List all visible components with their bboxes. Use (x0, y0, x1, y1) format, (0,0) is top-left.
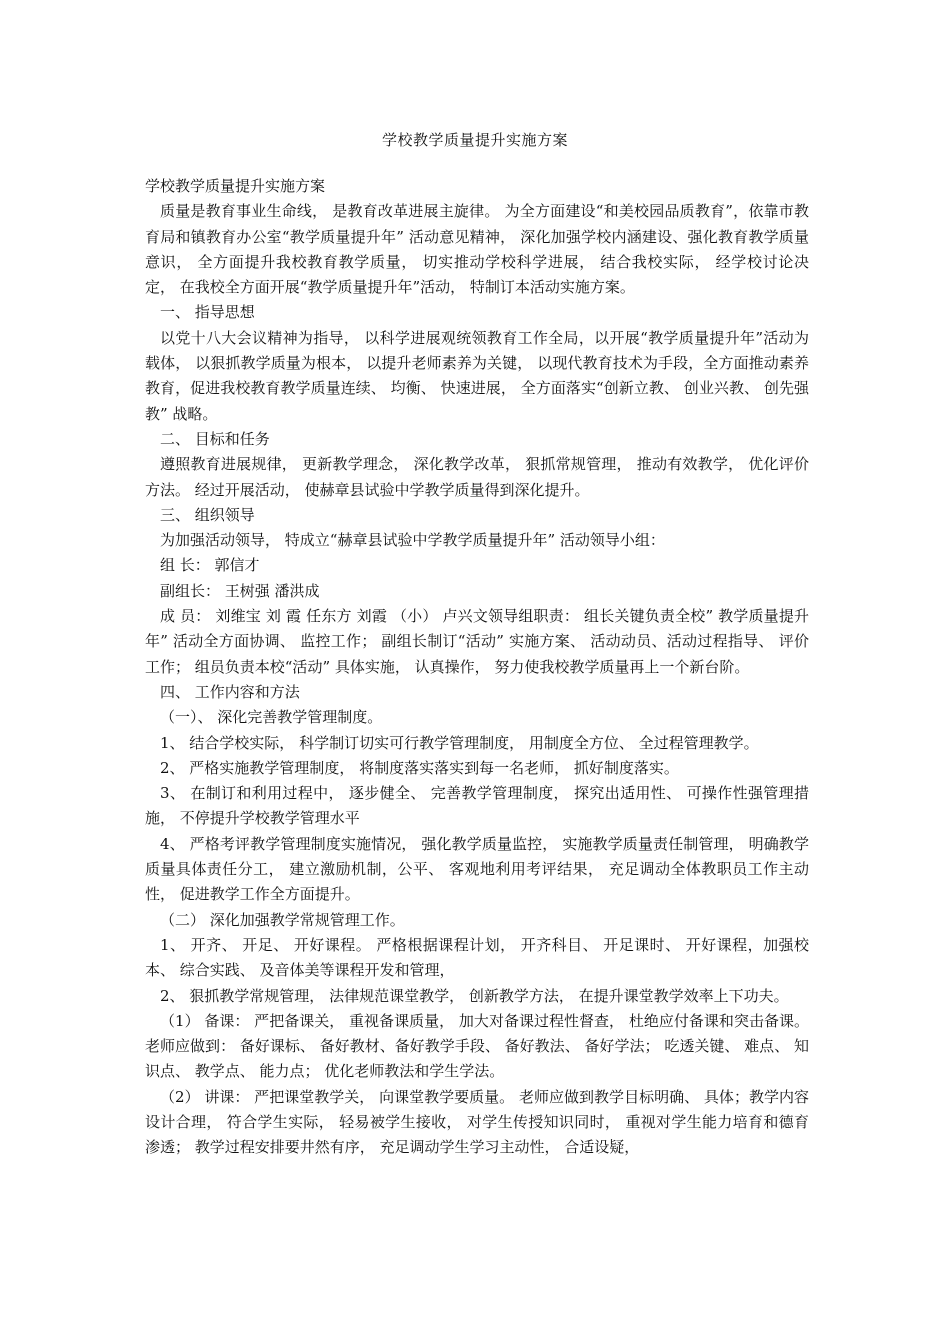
section-heading-1: 一、 指导思想 (160, 303, 255, 322)
document-body (145, 174, 809, 1161)
list-item-1-2: 2、 严格实施教学管理制度， 将制度落实落实到每一名老师， 抓好制度落实。 (160, 758, 679, 777)
list-item-1-4: 4、 严格考评教学管理制度实施情况， 强化教学质量监控， 实施教学质量责任制管理， 明确教学质量具体责任分工， 建立激励机制，公平、 客观地利用考评结果， 充足调动全体教职员工作主动性， 促进教学工作全方面提升。 (145, 834, 809, 904)
paragraph-deputy-leader: 副组长： 王树强 潘洪成 (160, 581, 320, 600)
paragraph-intro: 质量是教育事业生命线， 是教育改革进展主旋律。 为全方面建设“和美校园品质教育”，依靠市教育局和镇教育办公室“教学质量提升年” 活动意见精神， 深化加强学校内涵建设、强化教育教学质量意识， 全方面提升我校教育教学质量， 切实推动学校科学进展， 结合我校实际， 经学校讨论决定， 在我校全方面开展“教学质量提升年”活动， 特制订本活动实施方案。 (145, 202, 809, 297)
section-heading-3: 三、 组织领导 (160, 505, 255, 524)
subsection-heading-1: （一）、 深化完善教学管理制度。 (160, 708, 383, 727)
paragraph-leadership-intro: 为加强活动领导， 特成立“赫章县试验中学教学质量提升年” 活动领导小组： (160, 531, 665, 550)
paragraph-group-leader: 组 长： 郭信才 (160, 556, 260, 575)
section-heading-2: 二、 目标和任务 (160, 429, 270, 448)
list-item-1-1: 1、 结合学校实际， 科学制订切实可行教学管理制度， 用制度全方位、 全过程管理教学。 (160, 733, 759, 752)
body-heading: 学校教学质量提升实施方案 (145, 177, 326, 195)
list-item-teaching: （2） 讲课： 严把课堂教学关， 向课堂教学要质量。 老师应做到教学目标明确、 具体；教学内容设计合理， 符合学生实际， 轻易被学生接收， 对学生传授知识同时， 重视对学生能力培育和德育渗透； 教学过程安排要井然有序， 充足调动学生学习主动性， 合适设疑， (145, 1087, 809, 1157)
subsection-heading-2: （二） 深化加强教学常规管理工作。 (160, 910, 405, 929)
paragraph-members: 成 员： 刘维宝 刘 霞 任东方 刘霞 （小） 卢兴文领导组职责： 组长关键负责全校” 教学质量提升年” 活动全方面协调、 监控工作； 副组长制订“活动” 实施方案、 活动动员、活动过程指导、 评价工作； 组员负责本校“活动” 具体实施， 认真操作， 努力使我校教学质量再上一个新台阶。 (145, 607, 809, 676)
list-item-2-2: 2、 狠抓教学常规管理， 法律规范课堂教学， 创新教学方法， 在提升课堂教学效率上下功夫。 (160, 986, 789, 1005)
list-item-1-3: 3、 在制订和利用过程中， 逐步健全、 完善教学管理制度， 探究出适用性、 可操作性强管理措施， 不停提升学校教学管理水平 (145, 784, 809, 828)
document-title: 学校教学质量提升实施方案 (381, 131, 568, 149)
list-item-2-1: 1、 开齐、 开足、 开好课程。 严格根据课程计划， 开齐科目、 开足课时、 开好课程，加强校本、 综合实践、 及音体美等课程开发和管理， (145, 935, 809, 980)
paragraph-guiding-thought: 以党十八大会议精神为指导， 以科学进展观统领教育工作全局，以开展“教学质量提升年”活动为载体， 以狠抓教学质量为根本， 以提升老师素养为关键， 以现代教育技术为手段，全方面推动素养教育，促进我校教育教学质量连续、 均衡、 快速进展， 全方面落实“创新立教、 创业兴教、 创先强教” 战略。 (145, 328, 809, 423)
section-heading-4: 四、 工作内容和方法 (160, 682, 300, 701)
paragraph-goals: 遵照教育进展规律， 更新教学理念， 深化教学改革， 狠抓常规管理， 推动有效教学， 优化评价方法。 经过开展活动， 使赫章县试验中学教学质量得到深化提升。 (145, 455, 809, 499)
list-item-prep: （1） 备课： 严把备课关， 重视备课质量， 加大对备课过程性督查， 杜绝应付备课和突击备课。 老师应做到： 备好课标、 备好教材、备好教学手段、 备好教法、 备好学法； 吃透关键、 难点、 知识点、 教学点、 能力点； 优化老师教法和学生学法。 (145, 1011, 809, 1081)
